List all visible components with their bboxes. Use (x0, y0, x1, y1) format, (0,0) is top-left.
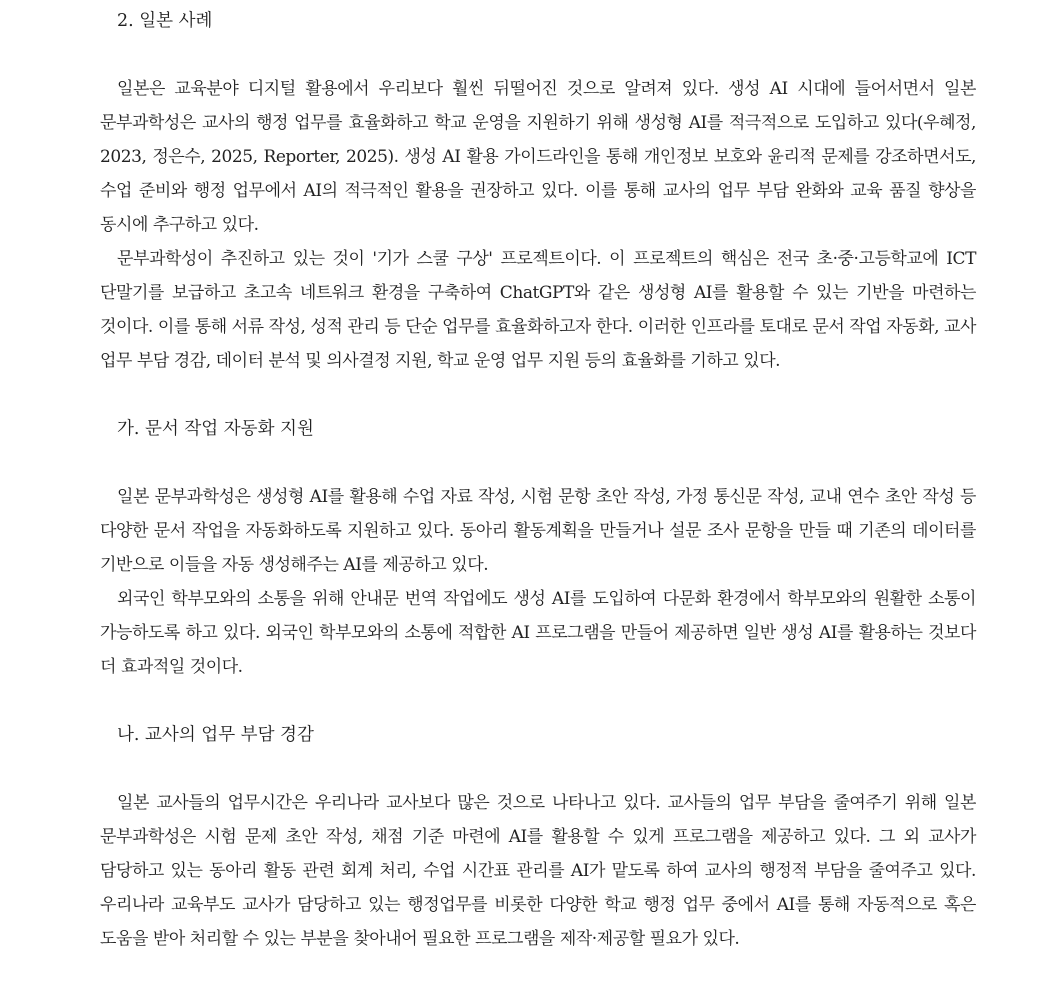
spacer (100, 752, 976, 786)
paragraph: 일본 교사들의 업무시간은 우리나라 교사보다 많은 것으로 나타나고 있다. 교사들의 업무 부담을 줄여주기 위해 일본 문부과학성은 시험 문제 초안 작성, 채점 기준 마련에 AI를 활용할 수 있게 프로그램을 제공하고 있다. 그 외 교사가 담당하고 있는 동아리 활동 관련 회계 처리, 수업 시간표 관리를 AI가 맡도록 하여 교사의 행정적 부담을 줄여주고 있다. 우리나라 교육부도 교사가 담당하고 있는 행정업무를 비롯한 다양한 학교 행정 업무 중에서 AI를 통해 자동적으로 혹은 도움을 받아 처리할 수 있는 부분을 찾아내어 필요한 프로그램을 제작·제공할 필요가 있다. (100, 793, 976, 949)
document-body (100, 4, 976, 956)
spacer (100, 378, 976, 412)
paragraph: 일본은 교육분야 디지털 활용에서 우리보다 훨씬 뒤떨어진 것으로 알려져 있다. 생성 AI 시대에 들어서면서 일본 문부과학성은 교사의 행정 업무를 효율화하고 학교 운영을 지원하기 위해 생성형 AI를 적극적으로 도입하고 있다(우혜정, 2023, 정은수, 2025, Reporter, 2025). 생성 AI 활용 가이드라인을 통해 개인정보 보호와 윤리적 문제를 강조하면서도, 수업 준비와 행정 업무에서 AI의 적극적인 활용을 권장하고 있다. 이를 통해 교사의 업무 부담 완화와 교육 품질 향상을 동시에 추구하고 있다. (100, 79, 976, 235)
section-heading-document-automation: 가. 문서 작업 자동화 지원 (117, 419, 314, 439)
paragraph: 외국인 학부모와의 소통을 위해 안내문 번역 작업에도 생성 AI를 도입하여 다문화 환경에서 학부모와의 원활한 소통이 가능하도록 하고 있다. 외국인 학부모와의 소통에 적합한 AI 프로그램을 만들어 제공하면 일반 생성 AI를 활용하는 것보다 더 효과적일 것이다. (100, 589, 976, 677)
spacer (100, 684, 976, 718)
section-heading-japan-case: 2. 일본 사례 (117, 11, 213, 31)
paragraph: 일본 문부과학성은 생성형 AI를 활용해 수업 자료 작성, 시험 문항 초안 작성, 가정 통신문 작성, 교내 연수 초안 작성 등 다양한 문서 작업을 자동화하도록 지원하고 있다. 동아리 활동계획을 만들거나 설문 조사 문항을 만들 때 기존의 데이터를 기반으로 이들을 자동 생성해주는 AI를 제공하고 있다. (100, 487, 976, 575)
spacer (100, 446, 976, 480)
section-heading-workload-reduction: 나. 교사의 업무 부담 경감 (117, 725, 314, 745)
paragraph: 문부과학성이 추진하고 있는 것이 '기가 스쿨 구상' 프로젝트이다. 이 프로젝트의 핵심은 전국 초·중·고등학교에 ICT 단말기를 보급하고 초고속 네트워크 환경을 구축하여 ChatGPT와 같은 생성형 AI를 활용할 수 있는 기반을 마련하는 것이다. 이를 통해 서류 작성, 성적 관리 등 단순 업무를 효율화하고자 한다. 이러한 인프라를 토대로 문서 작업 자동화, 교사 업무 부담 경감, 데이터 분석 및 의사결정 지원, 학교 운영 업무 지원 등의 효율화를 기하고 있다. (100, 249, 976, 371)
spacer (100, 38, 976, 72)
